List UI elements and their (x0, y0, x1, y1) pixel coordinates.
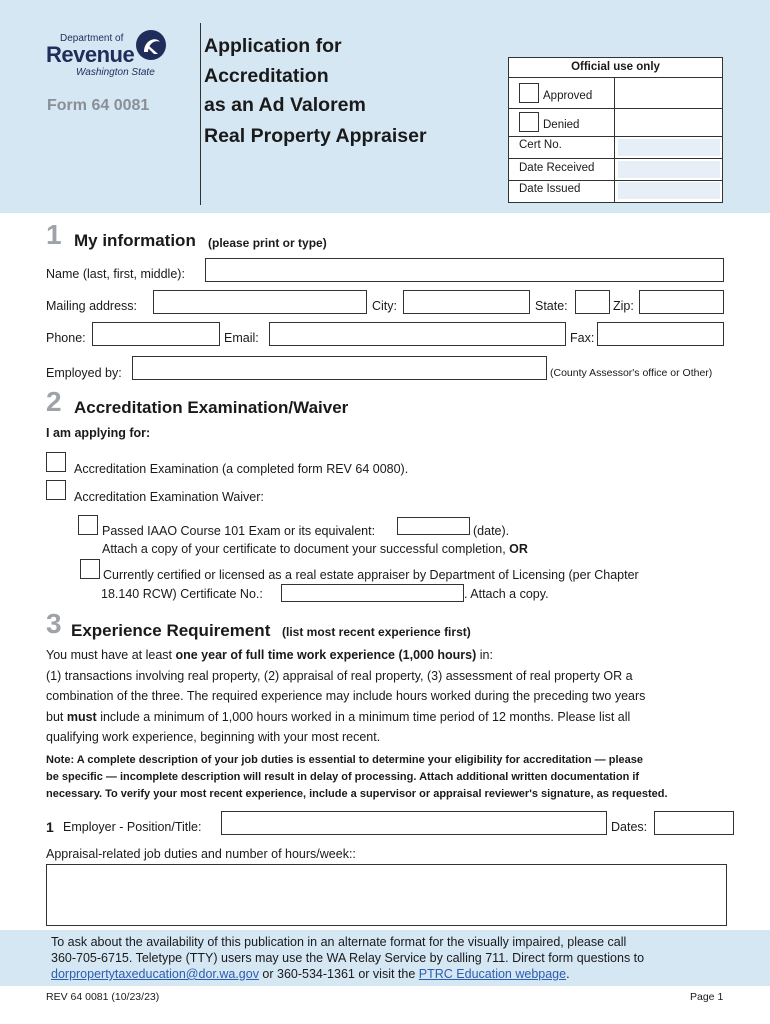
logo-state-text: Washington State (76, 67, 155, 78)
logo-dept-text: Department of (60, 33, 124, 44)
revision-code: REV 64 0081 (10/23/23) (46, 991, 160, 1003)
state-field[interactable] (575, 290, 610, 314)
official-divider (508, 136, 723, 137)
city-field[interactable] (403, 290, 530, 314)
employed-by-label: Employed by: (46, 366, 122, 380)
employer-label: Employer - Position/Title: (63, 820, 202, 834)
fax-label: Fax: (570, 331, 595, 345)
entry-number: 1 (46, 819, 54, 835)
experience-note: Note: A complete description of your job duties is essential to determine your eligibility for accreditation — please be specific — incomplete description will result in delay of processing. Attach additional written documentation if necessary. To verify your most recent experience, include a supervisor or appraisal reviewer's signature, as requested. (46, 754, 668, 800)
city-label: City: (372, 299, 397, 313)
certificate-suffix: . Attach a copy. (464, 587, 549, 601)
cert-no-label: Cert No. (519, 139, 562, 151)
experience-paragraph: You must have at least one year of full time work experience (1,000 hours) in: (1) transactions involving real property, (2) appraisal of real property, (3) assessment of real property OR a combination of the three. The required experience may include hours worked during the preceding two years but must include a minimum of 1,000 hours worked in a minimum time period of 12 months. Please list all qualifying work experience, beginning with your most recent. (46, 648, 646, 744)
section-1-number: 1 (46, 219, 62, 250)
official-divider (614, 77, 615, 203)
duties-textarea[interactable] (46, 864, 727, 926)
date-received-field[interactable] (618, 161, 720, 178)
section-3-heading: Experience Requirement (71, 621, 271, 640)
iaao-date-field[interactable] (397, 517, 470, 535)
section-1-subheading: (please print or type) (208, 236, 327, 250)
employed-by-note: (County Assessor's office or Other) (550, 367, 713, 379)
approved-checkbox[interactable] (519, 83, 539, 103)
title-line: Application for (204, 35, 342, 57)
denied-label: Denied (543, 119, 580, 131)
name-field[interactable] (205, 258, 724, 282)
dates-field[interactable] (654, 811, 734, 835)
iaao-checkbox[interactable] (78, 515, 98, 535)
denied-checkbox[interactable] (519, 112, 539, 132)
or-text: OR (509, 542, 528, 556)
zip-label: Zip: (613, 299, 634, 313)
title-line: Real Property Appraiser (204, 125, 427, 147)
section-2-number: 2 (46, 386, 62, 417)
section-3-subheading: (list most recent experience first) (282, 625, 471, 639)
exam-option-label: Accreditation Examination (a completed form REV 64 0080). (74, 462, 409, 476)
official-use-title: Official use only (571, 61, 660, 73)
licensed-checkbox[interactable] (80, 559, 100, 579)
certificate-field[interactable] (281, 584, 464, 602)
revenue-logo-icon (134, 28, 168, 62)
email-link[interactable]: dorpropertytaxeducation@dor.wa.gov (51, 967, 259, 981)
title-line: as an Ad Valorem (204, 94, 366, 116)
form-title (204, 31, 484, 151)
page-number: Page 1 (690, 991, 724, 1003)
applying-for-label: I am applying for: (46, 426, 151, 440)
approved-label: Approved (543, 90, 593, 102)
official-divider (508, 108, 723, 109)
date-received-label: Date Received (519, 162, 595, 174)
iaao-attach-text: Attach a copy of your certificate to document your successful completion, OR (102, 542, 528, 556)
form-number: Form 64 0081 (47, 97, 150, 114)
iaao-date-suffix: (date). (473, 524, 510, 538)
section-1-heading: My information (74, 231, 196, 250)
state-label: State: (535, 299, 568, 313)
email-field[interactable] (269, 322, 566, 346)
ptrc-webpage-link[interactable]: PTRC Education webpage (418, 967, 567, 981)
section-2-heading: Accreditation Examination/Waiver (74, 398, 349, 417)
waiver-checkbox[interactable] (46, 480, 66, 500)
accessibility-notice: To ask about the availability of this publication in an alternate format for the visually impaired, please call 360-705-6715. Teletype (TTY) users may use the WA Relay Service by calling 711. Direct form questions to dorpropertytaxeducation@dor.wa.gov or 360-534-1361 or visit the PTRC Education webpage. (51, 935, 645, 981)
date-issued-label: Date Issued (519, 183, 581, 195)
licensed-label: Currently certified or licensed as a real estate appraiser by Department of Licensing (per Chapter (103, 568, 639, 582)
phone-field[interactable] (92, 322, 220, 346)
mailing-address-field[interactable] (153, 290, 367, 314)
phone-label: Phone: (46, 331, 86, 345)
official-divider (508, 158, 723, 159)
official-divider (508, 77, 723, 78)
name-label: Name (last, first, middle): (46, 267, 185, 281)
title-line: Accreditation (204, 65, 329, 87)
cert-no-field[interactable] (618, 139, 720, 156)
email-label: Email: (224, 331, 259, 345)
certificate-label: 18.140 RCW) Certificate No.: (101, 587, 263, 601)
logo-revenue-text: Revenue (46, 42, 135, 67)
employed-by-field[interactable] (132, 356, 547, 380)
zip-field[interactable] (639, 290, 724, 314)
fax-field[interactable] (597, 322, 724, 346)
official-divider (508, 180, 723, 181)
waiver-option-label: Accreditation Examination Waiver: (74, 490, 264, 504)
duties-label: Appraisal-related job duties and number of hours/week:: (46, 847, 356, 861)
employer-field[interactable] (221, 811, 607, 835)
date-issued-field[interactable] (618, 182, 720, 199)
exam-checkbox[interactable] (46, 452, 66, 472)
section-3-number: 3 (46, 608, 62, 639)
mailing-address-label: Mailing address: (46, 299, 138, 313)
dates-label: Dates: (611, 820, 648, 834)
header-divider (200, 23, 201, 205)
iaao-label: Passed IAAO Course 101 Exam or its equivalent: (102, 524, 376, 538)
